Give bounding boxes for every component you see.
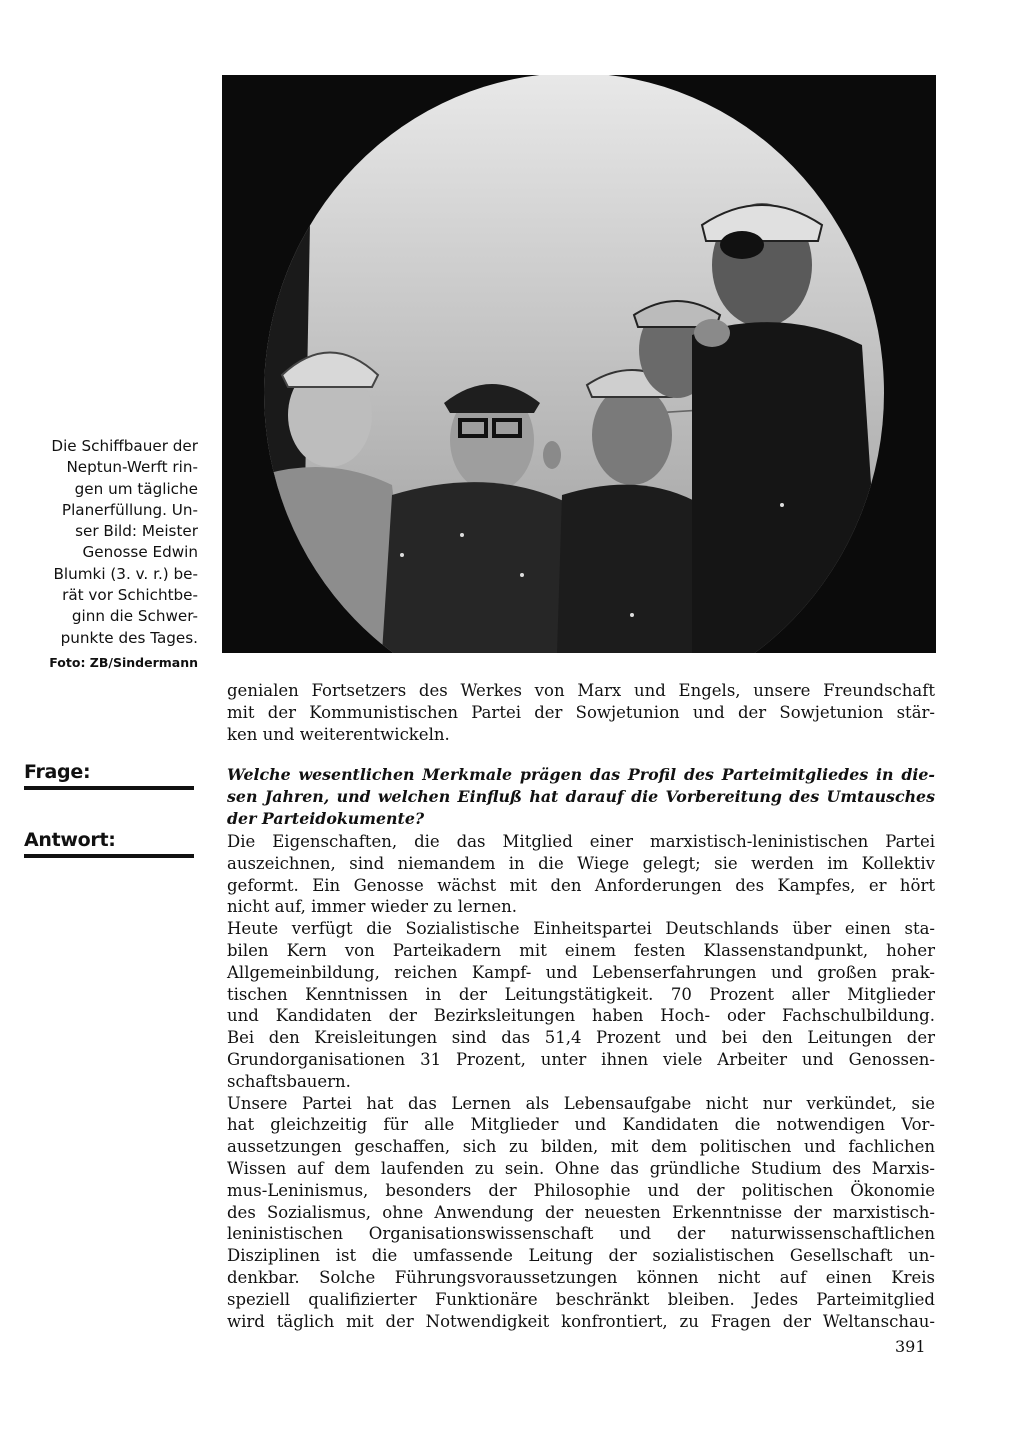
answer-line: wird täglich mit der Notwendigkeit konfrontiert, zu Fragen der Weltanschau- <box>227 1311 935 1331</box>
photo-illustration <box>222 75 936 653</box>
caption-line: Neptun-Werft rin- <box>66 458 198 477</box>
text-line: mit der Kommunistischen Partei der Sowjetunion und der Sowjetunion stär- <box>227 702 935 722</box>
answer-line: hat gleichzeitig für alle Mitglieder und Kandidaten die notwendigen Vor- <box>227 1115 935 1135</box>
photo-credit: Foto: ZB/Sindermann <box>49 654 198 670</box>
answer-line: des Sozialismus, ohne Anwendung der neuesten Erkenntnisse der marxistisch- <box>227 1202 935 1222</box>
answer-line: Wissen auf dem laufenden zu sein. Ohne das gründliche Studium des Marxis- <box>227 1158 935 1178</box>
text-line: genialen Fortsetzers des Werkes von Marx und Engels, unsere Freundschaft <box>227 681 935 700</box>
answer-line: aussetzungen geschaffen, sich zu bilden, mit dem politischen und fachlichen <box>227 1137 935 1157</box>
caption-line: Die Schiffbauer der <box>51 437 198 455</box>
answer-line: Grundorganisationen 31 Prozent, unter ihnen viele Arbeiter und Genossen- <box>227 1049 935 1069</box>
answer-line: leninistischen Organisationswissenschaft und der naturwissenschaftlichen <box>227 1224 935 1244</box>
answer-line: und Kandidaten der Bezirksleitungen haben Hoch- oder Fachschulbildung. <box>227 1006 935 1026</box>
answer-label: Antwort: <box>24 829 194 858</box>
caption-line: ginn die Schwer- <box>71 607 198 626</box>
answer-line: schaftsbauern. <box>227 1071 351 1091</box>
answer-line: speziell qualifizierter Funktionäre beschränkt bleiben. Jedes Parteimitglied <box>227 1289 935 1309</box>
answer-line: geformt. Ein Genosse wächst mit den Anforderungen des Kampfes, er hört <box>227 875 935 895</box>
answer-line: Allgemeinbildung, reichen Kampf- und Lebenserfahrungen und großen prak- <box>227 962 935 982</box>
question-line: Welche wesentlichen Merkmale prägen das Profil des Parteimitgliedes in die- <box>227 765 935 784</box>
question-label: Frage: <box>24 761 194 790</box>
answer-line: Bei den Kreisleitungen sind das 51,4 Prozent und bei den Leitungen der <box>227 1028 935 1048</box>
answer-line: nicht auf, immer wieder zu lernen. <box>227 897 517 917</box>
page-number: 391 <box>895 1337 926 1356</box>
caption-line: gen um tägliche <box>74 479 198 498</box>
caption-line: ser Bild: Meister <box>75 522 198 541</box>
answer-line: Unsere Partei hat das Lernen als Lebensaufgabe nicht nur verkündet, sie <box>227 1093 935 1113</box>
caption-line: Planerfüllung. Un- <box>61 500 198 519</box>
answer-line: auszeichnen, sind niemandem in die Wiege gelegt; sie werden im Kollektiv <box>227 853 935 873</box>
question-line: der Parteidokumente? <box>227 808 425 828</box>
question-text <box>227 764 935 829</box>
answer-line: bilen Kern von Parteikadern mit einem festen Klassenstandpunkt, hoher <box>227 940 935 960</box>
photo-caption <box>20 436 198 673</box>
answer-line: tischen Kenntnissen in der Leitungstätigkeit. 70 Prozent aller Mitglieder <box>227 984 935 1004</box>
answer-line: Die Eigenschaften, die das Mitglied einer marxistisch-leninistischen Partei <box>227 832 935 851</box>
answer-line: Disziplinen ist die umfassende Leitung der sozialistischen Gesellschaft un- <box>227 1246 935 1266</box>
answer-line: denkbar. Solche Führungsvoraussetzungen können nicht auf einen Kreis <box>227 1267 935 1287</box>
caption-line: punkte des Tages. <box>60 628 198 647</box>
text-line: ken und weiterentwickeln. <box>227 724 450 744</box>
photo <box>222 75 936 653</box>
question-line: sen Jahren, und welchen Einfluß hat darauf die Vorbereitung des Umtausches <box>227 786 935 806</box>
caption-line: Genosse Edwin <box>82 543 198 562</box>
answer-line: Heute verfügt die Sozialistische Einheitspartei Deutschlands über einen sta- <box>227 919 935 939</box>
answer-text <box>227 831 935 1332</box>
caption-line: rät vor Schichtbe- <box>62 586 198 605</box>
intro-paragraph <box>227 680 935 745</box>
answer-line: mus-Leninismus, besonders der Philosophie und der politischen Ökonomie <box>227 1180 935 1200</box>
caption-line: Blumki (3. v. r.) be- <box>53 564 198 583</box>
